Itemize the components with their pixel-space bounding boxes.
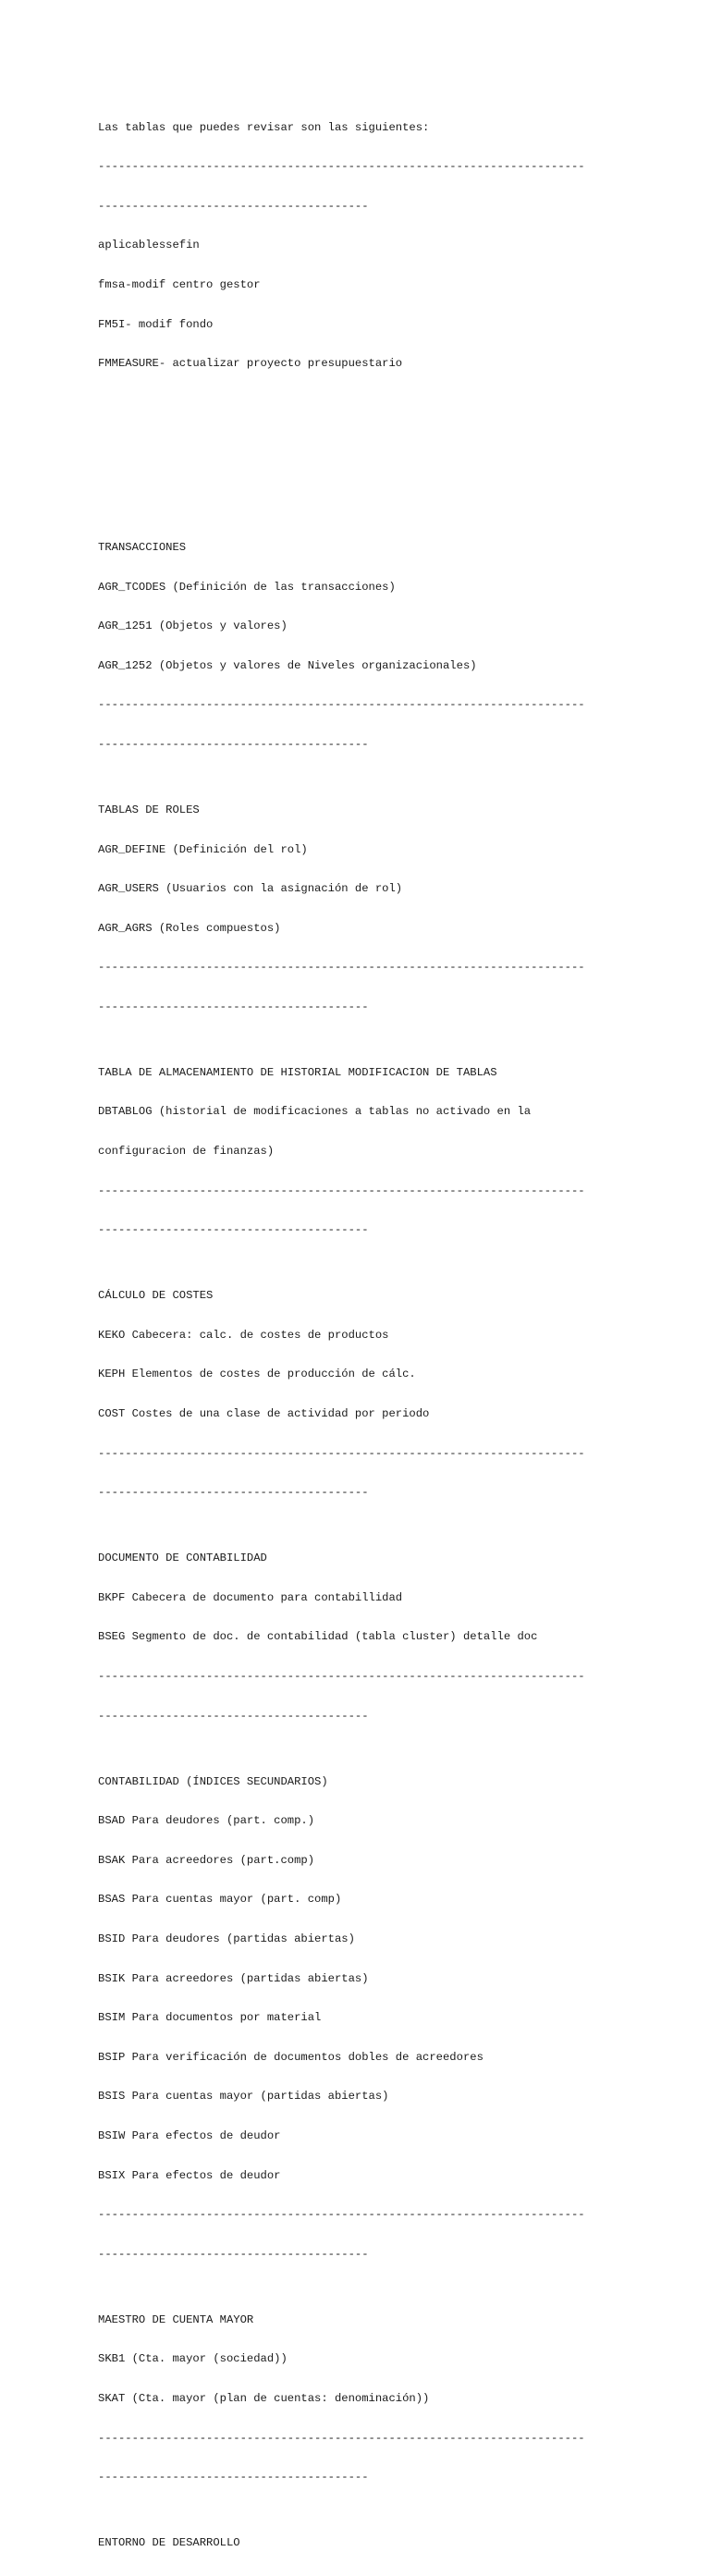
section-title: TRANSACCIONES: [98, 540, 187, 554]
section-line: BSIX Para efectos de deudor: [98, 2168, 281, 2182]
section-line: KEKO Cabecera: calc. de costes de productos: [98, 1328, 389, 1342]
section-line: AGR_DEFINE (Definición del rol): [98, 842, 308, 856]
section-line: AGR_TCODES (Definición de las transacciones): [98, 580, 396, 594]
separator-long: ------------------------------------------------------------------------: [98, 2208, 585, 2222]
section-line: AGR_USERS (Usuarios con la asignación de rol): [98, 882, 403, 896]
section-title: MAESTRO DE CUENTA MAYOR: [98, 2312, 254, 2326]
section-title: CONTABILIDAD (ÍNDICES SECUNDARIOS): [98, 1774, 328, 1788]
section-line: COST Costes de una clase de actividad por periodo: [98, 1407, 430, 1421]
section-line: BSIK Para acreedores (partidas abiertas): [98, 1971, 369, 1985]
separator-short: ----------------------------------------: [98, 2247, 369, 2261]
section-line: AGR_1252 (Objetos y valores de Niveles organizacionales): [98, 658, 477, 672]
section-line: BSAK Para acreedores (part.comp): [98, 1853, 315, 1867]
intro-item: aplicablessefin: [98, 239, 200, 252]
section-title: TABLAS DE ROLES: [98, 803, 200, 816]
separator-long: ------------------------------------------------------------------------: [98, 1670, 585, 1684]
separator-long: ------------------------------------------------------------------------: [98, 2431, 585, 2445]
intro-item: fmsa-modif centro gestor: [98, 277, 261, 291]
separator-long: ------------------------------------------------------------------------: [98, 1184, 585, 1197]
blank-line: [98, 435, 690, 448]
section-line: BSIS Para cuentas mayor (partidas abiertas): [98, 2090, 389, 2104]
section-line: AGR_AGRS (Roles compuestos): [98, 921, 281, 935]
separator-long: ------------------------------------------------------------------------: [98, 961, 585, 975]
section-title: DOCUMENTO DE CONTABILIDAD: [98, 1552, 267, 1565]
section-line: BSEG Segmento de doc. de contabilidad (tabla cluster) detalle doc: [98, 1630, 538, 1644]
intro-heading: Las tablas que puedes revisar son las siguientes:: [98, 120, 430, 134]
section-line: BSIP Para verificación de documentos dobles de acreedores: [98, 2050, 484, 2064]
separator-long: ------------------------------------------------------------------------: [98, 1446, 585, 1460]
separator-long: ------------------------------------------------------------------------: [98, 160, 585, 174]
separator-short: ----------------------------------------: [98, 199, 369, 213]
blank-line: [98, 397, 690, 410]
section-line: BKPF Cabecera de documento para contabillidad: [98, 1590, 403, 1604]
separator-short: ----------------------------------------: [98, 2471, 369, 2484]
section-line: AGR_1251 (Objetos y valores): [98, 619, 288, 633]
section-line: BSIM Para documentos por material: [98, 2011, 322, 2025]
section-line: SKB1 (Cta. mayor (sociedad)): [98, 2352, 288, 2366]
blank-line: [98, 475, 690, 488]
section-title: ENTORNO DE DESARROLLO: [98, 2536, 240, 2550]
document-page: [98, 81, 690, 2576]
separator-short: ----------------------------------------: [98, 737, 369, 751]
separator-short: ----------------------------------------: [98, 1223, 369, 1237]
section-title: CÁLCULO DE COSTES: [98, 1289, 214, 1303]
separator-long: ------------------------------------------------------------------------: [98, 698, 585, 712]
section-line: KEPH Elementos de costes de producción de cálc.: [98, 1368, 416, 1381]
section-line: BSID Para deudores (partidas abiertas): [98, 1932, 355, 1945]
section-line: configuracion de finanzas): [98, 1145, 275, 1159]
separator-short: ----------------------------------------: [98, 1000, 369, 1013]
separator-short: ----------------------------------------: [98, 1709, 369, 1723]
section-title: TABLA DE ALMACENAMIENTO DE HISTORIAL MODIFICACION DE TABLAS: [98, 1065, 497, 1079]
section-line: BSAD Para deudores (part. comp.): [98, 1814, 315, 1828]
section-line: BSAS Para cuentas mayor (part. comp): [98, 1893, 342, 1907]
section-line: DBTABLOG (historial de modificaciones a tablas no activado en la: [98, 1105, 532, 1119]
section-line: SKAT (Cta. mayor (plan de cuentas: denominación)): [98, 2391, 430, 2405]
intro-item: FMMEASURE- actualizar proyecto presupuestario: [98, 357, 403, 371]
intro-item: FM5I- modif fondo: [98, 317, 214, 331]
section-line: BSIW Para efectos de deudor: [98, 2128, 281, 2142]
separator-short: ----------------------------------------: [98, 1486, 369, 1500]
